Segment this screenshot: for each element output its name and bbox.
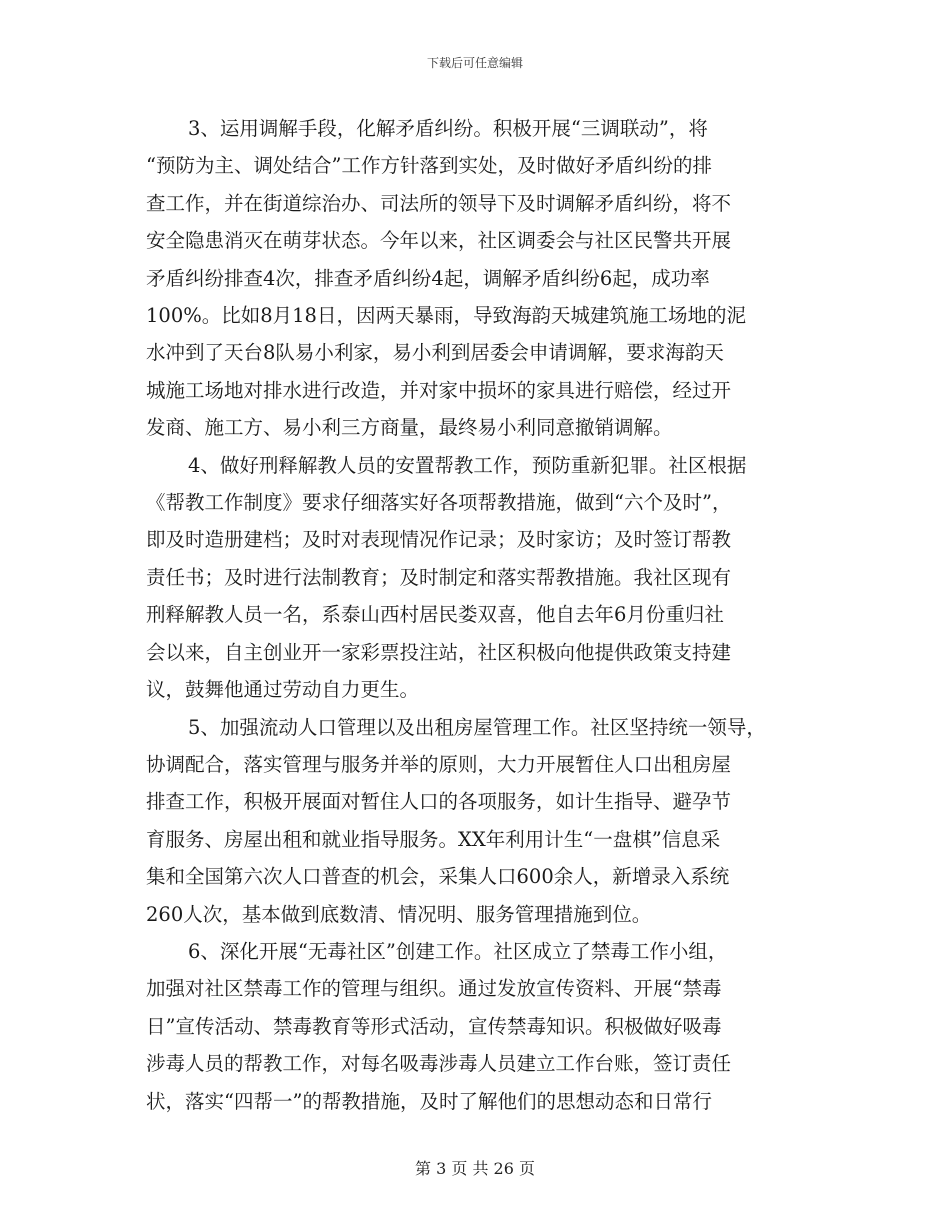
paragraph-3-line: “预防为主、调处结合”工作方针落到实处，及时做好矛盾纠纷的排 [146, 154, 712, 178]
paragraph-5-line: 育服务、房屋出租和就业指导服务。XX年利用计生“一盘棋”信息采 [146, 827, 721, 851]
paragraph-3-line: 3、运用调解手段，化解矛盾纠纷。积极开展“三调联动”，将 [188, 117, 708, 140]
paragraph-3-line: 安全隐患消灭在萌芽状态。今年以来，社区调委会与社区民警共开展 [146, 229, 732, 253]
paragraph-6-line: 加强对社区禁毒工作的管理与组织。通过发放宣传资料、开展“禁毒 [146, 977, 722, 1001]
body-text [146, 110, 800, 1120]
paragraph-5-line: 集和全国第六次人口普查的机会，采集人口600余人，新增录入系统 [146, 865, 730, 889]
paragraph-3-line: 100%。比如8月18日，因两天暴雨，导致海韵天城建筑施工场地的泥 [146, 304, 746, 328]
paragraph-3-line: 矛盾纠纷排查4次，排查矛盾纠纷4起，调解矛盾纠纷6起，成功率 [146, 266, 710, 290]
paragraph-4-line: 责任书；及时进行法制教育；及时制定和落实帮教措施。我社区现有 [146, 565, 732, 589]
paragraph-3-line: 发商、施工方、易小利三方商量，最终易小利同意撤销调解。 [146, 416, 673, 440]
page-header: 下载后可任意编辑 [426, 56, 523, 70]
paragraph-3-line: 查工作，并在街道综治办、司法所的领导下及时调解矛盾纠纷，将不 [146, 191, 732, 215]
paragraph-3-line: 城施工场地对排水进行改造，并对家中损坏的家具进行赔偿，经过开 [146, 378, 732, 402]
paragraph-4-line: 即及时造册建档；及时对表现情况作记录；及时家访；及时签订帮教 [146, 528, 732, 552]
paragraph-4-line: 刑释解教人员一名，系泰山西村居民娄双喜，他自去年6月份重归社 [146, 603, 724, 627]
paragraph-3-line: 水冲到了天台8队易小利家，易小利到居委会申请调解，要求海韵天 [146, 341, 724, 365]
paragraph-6-line: 6、深化开展“无毒社区”创建工作。社区成立了禁毒工作小组， [188, 939, 728, 963]
paragraph-4-line: 4、做好刑释解教人员的安置帮教工作，预防重新犯罪。社区根据 [188, 453, 747, 477]
paragraph-5-line: 协调配合，落实管理与服务并举的原则，大力开展暂住人口出租房屋 [146, 752, 732, 776]
paragraph-6-line: 涉毒人员的帮教工作，对每名吸毒涉毒人员建立工作台账，签订责任 [146, 1052, 732, 1076]
paragraph-5-line: 排查工作，积极开展面对暂住人口的各项服务，如计生指导、避孕节 [146, 790, 732, 814]
paragraph-6-line: 状，落实“四帮一”的帮教措施，及时了解他们的思想动态和日常行 [146, 1089, 712, 1113]
paragraph-4-line: 议，鼓舞他通过劳动自力更生。 [146, 678, 420, 702]
paragraph-5-line: 260人次，基本做到底数清、情况明、服务管理措施到位。 [146, 902, 652, 926]
paragraph-4-line: 《帮教工作制度》要求仔细落实好各项帮教措施，做到“六个及时”， [146, 491, 732, 515]
page-footer: 第 3 页 共 26 页 [415, 1159, 535, 1178]
paragraph-4-line: 会以来，自主创业开一家彩票投注站，社区积极向他提供政策支持建 [146, 640, 732, 664]
paragraph-5-line: 5、加强流动人口管理以及出租房屋管理工作。社区坚持统一领导， [188, 715, 766, 739]
paragraph-6-line: 日”宣传活动、禁毒教育等形式活动，宣传禁毒知识。积极做好吸毒 [146, 1014, 722, 1038]
